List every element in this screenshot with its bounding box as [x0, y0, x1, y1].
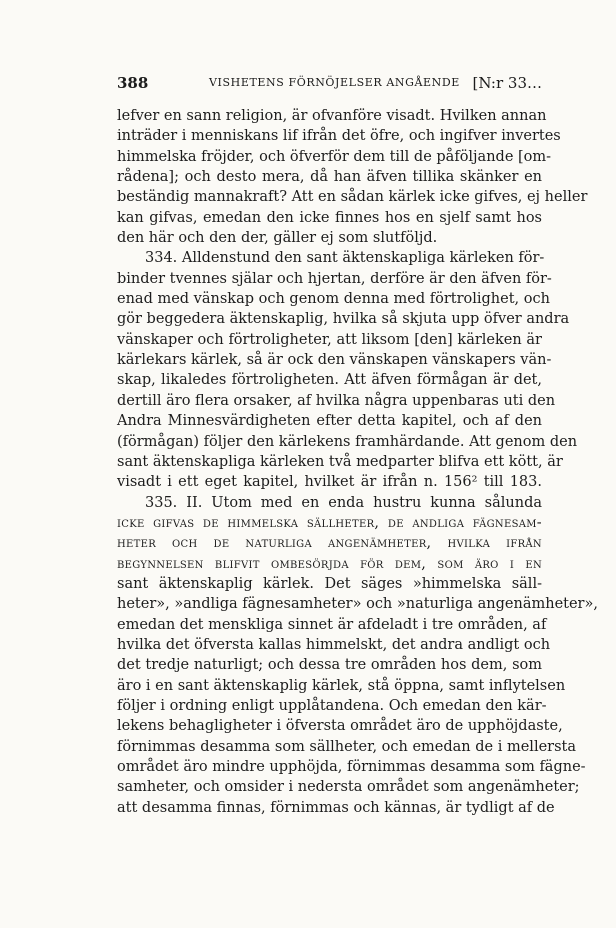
text-line: hvilka det öfversta kallas himmelskt, det andra andligt och [117, 636, 551, 653]
text-line: sant äktenskaplig kärlek. Det säges »himmelska säll- [117, 575, 542, 592]
text-line: icke gifvas de himmelska sällheter, de andliga fägnesam- [117, 514, 542, 531]
text-line: det tredje naturligt; och dessa tre områden hos dem, som [117, 657, 542, 674]
text-line: visadt i ett eget kapitel, hvilket är ifrån n. 156² till 183. [117, 474, 542, 491]
text-line: 335. II. Utom med en enda hustru kunna sålunda [145, 494, 542, 511]
text-line: skap, likaledes förtroligheten. Att äfven förmågan är det, [117, 372, 542, 389]
text-line: rådena]; och desto mera, då han äfven tillika skänker en [117, 169, 542, 186]
text-line: äro i en sant äktenskaplig kärlek, stå öppna, samt inflytelsen [117, 677, 566, 694]
text-line: gör beggedera äktenskaplig, hvilka så skjuta upp öfver andra [117, 311, 570, 328]
text-line: inträder i menniskans lif ifrån det öfre, och ingifver invertes [117, 128, 561, 145]
text-line: binder tvennes själar och hjertan, derföre är den äfven för- [117, 270, 552, 287]
text-line: kärlekars kärlek, så är ock den vänskapen vänskapers vän- [117, 352, 552, 369]
text-line: heter och de naturliga angenämheter, hvilka ifrån [117, 535, 542, 552]
text-line: området äro mindre upphöjda, förnimmas desamma som fägne- [117, 759, 586, 775]
running-header [117, 74, 542, 98]
text-line: beständig mannakraft? Att en sådan kärlek icke gifves, ej heller [117, 189, 588, 206]
text-line: himmelska fröjder, och öfverför dem till de påföljande [om- [117, 148, 552, 165]
page-number: 388 [117, 74, 149, 92]
text-line: lekens behagligheter i öfversta området äro de upphöjdaste, [117, 718, 563, 735]
running-title: VISHETENS FÖRNÖJELSER ANGÅENDE [209, 76, 460, 89]
text-line: lefver en sann religion, är ofvanföre visadt. Hvilken annan [117, 108, 547, 124]
text-line: dertill äro flera orsaker, af hvilka några uppenbaras uti den [117, 392, 556, 409]
text-line: emedan det menskliga sinnet är afdeladt i tre områden, af [117, 616, 547, 633]
text-line: sant äktenskapliga kärleken två medparter blifva ett kött, är [117, 453, 563, 470]
body-text [117, 106, 598, 818]
text-line: enad med vänskap och genom denna med förtrolighet, och [117, 291, 550, 308]
text-line: följer i ordning enligt upplåtandena. Och emedan den kär- [117, 697, 547, 714]
text-line: vänskaper och förtroligheter, att liksom [den] kärleken är [117, 331, 542, 348]
section-number: [N:r 33… [472, 74, 542, 92]
text-line: kan gifvas, emedan den icke finnes hos en sjelf samt hos [117, 209, 542, 226]
text-line: den här och den der, gäller ej som slutföljd. [117, 230, 438, 247]
text-line: förnimmas desamma som sällheter, och emedan de i mellersta [117, 738, 577, 755]
text-line: att desamma finnas, förnimmas och kännas, är tydligt af de [117, 799, 555, 816]
text-line: 334. Alldenstund den sant äktenskapliga kärleken för- [145, 250, 545, 267]
text-line: samheter, och omsider i nedersta området som angenämheter; [117, 779, 580, 796]
text-line: Andra Minnesvärdigheten efter detta kapitel, och af den [117, 413, 542, 430]
text-line: begynnelsen blifvit ombesörjda för dem, som äro i en [117, 555, 542, 572]
text-line: heter», »andliga fägnesamheter» och »naturliga angenämheter», [117, 596, 598, 613]
text-line: (förmågan) följer den kärlekens framhärdande. Att genom den [117, 433, 578, 450]
